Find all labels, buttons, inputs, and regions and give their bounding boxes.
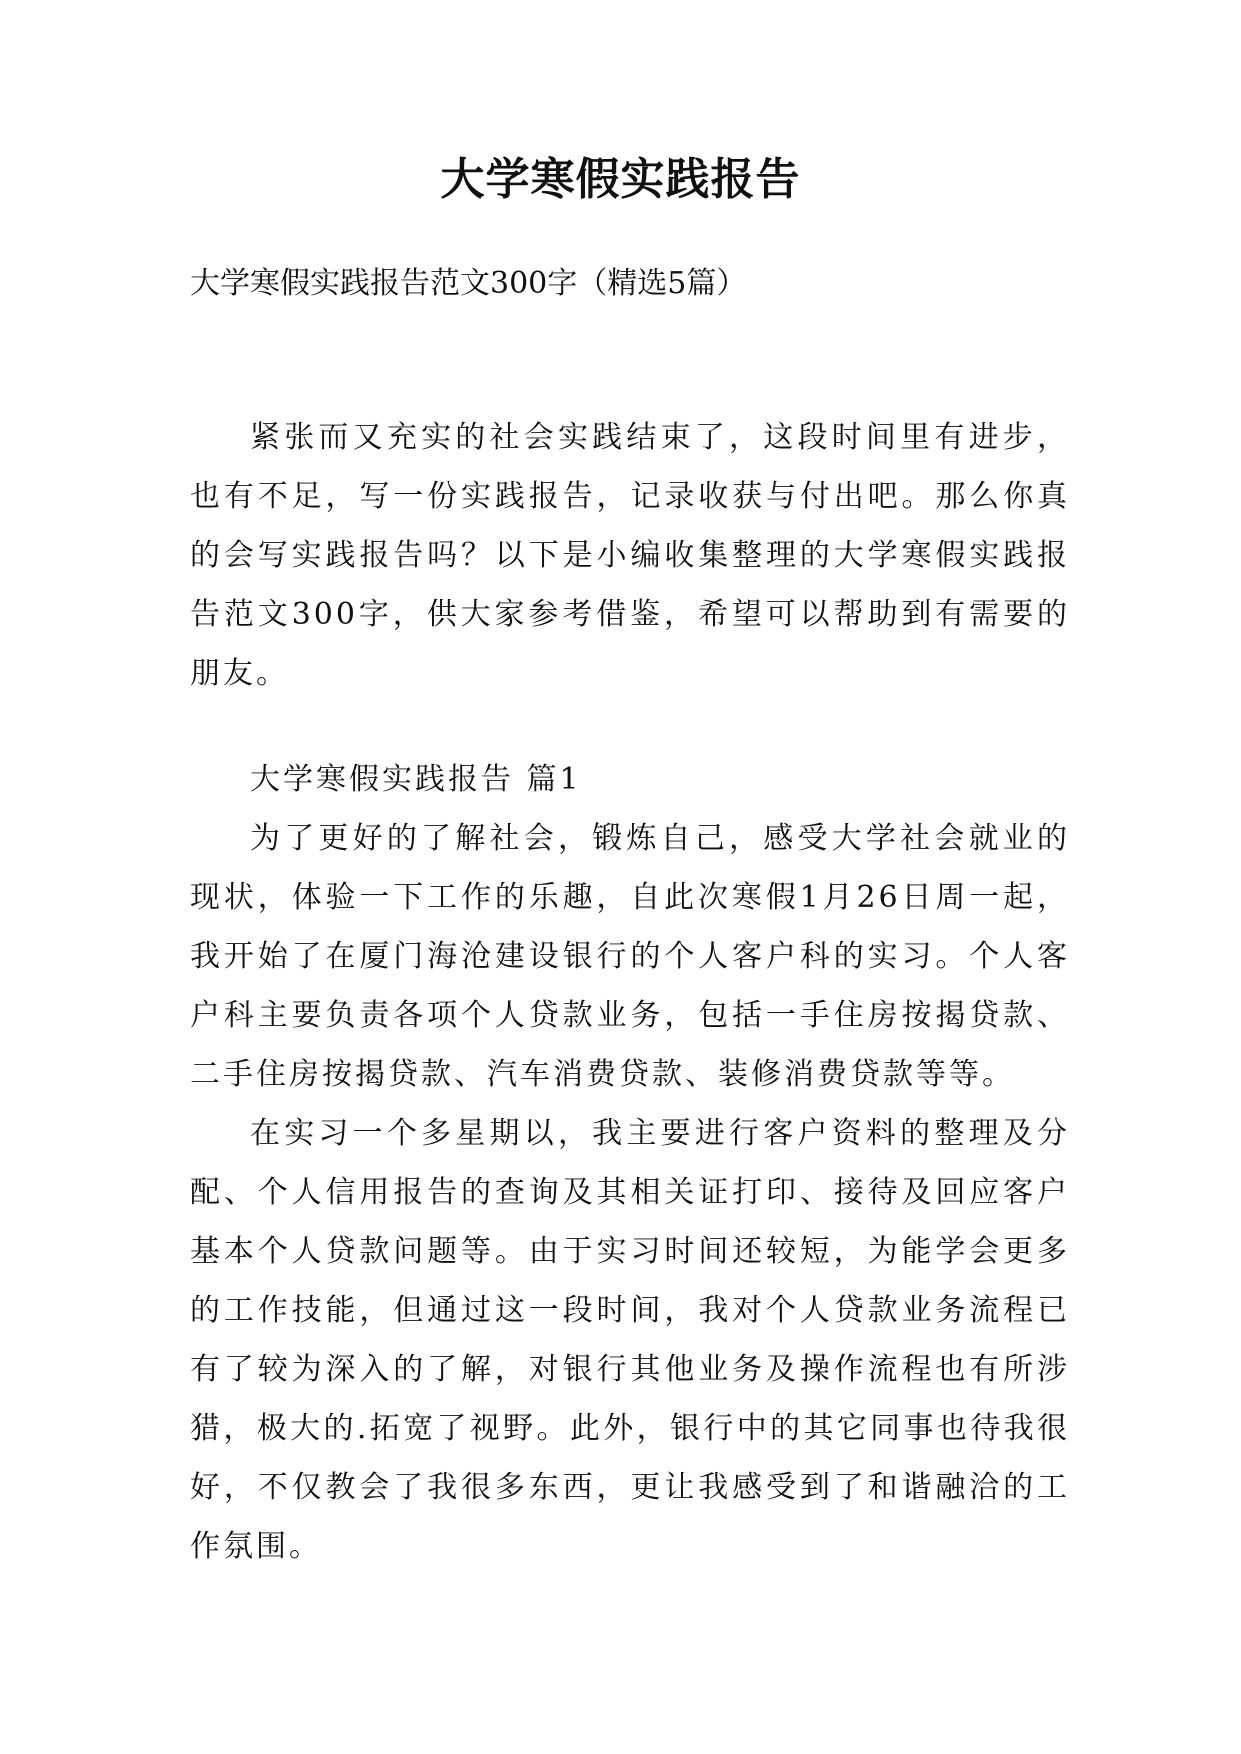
intro-section: [190, 408, 1070, 703]
body-paragraph: 为了更好的了解社会，锻炼自己，感受大学社会就业的现状，体验一下工作的乐趣，自此次寒假1月26日周一起，我开始了在厦门海沧建设银行的个人客户科的实习。个人客户科主要负责各项个人贷款业务，包括一手住房按揭贷款、二手住房按揭贷款、汽车消费贷款、装修消费贷款等等。: [190, 821, 1070, 1092]
document-subtitle: 大学寒假实践报告范文300字（精选5篇）: [190, 266, 747, 301]
section-heading: 大学寒假实践报告 篇1: [250, 762, 582, 797]
intro-paragraph: 紧张而又充实的社会实践结束了，这段时间里有进步，也有不足，写一份实践报告，记录收获与付出吧。那么你真的会写实践报告吗？以下是小编收集整理的大学寒假实践报告范文300字，供大家参考借鉴，希望可以帮助到有需要的朋友。: [190, 420, 1070, 691]
document-title: 大学寒假实践报告: [440, 154, 801, 205]
article-section-1: [190, 750, 1070, 1576]
body-paragraph: 在实习一个多星期以，我主要进行客户资料的整理及分配、个人信用报告的查询及其相关证打印、接待及回应客户基本个人贷款问题等。由于实习时间还较短，为能学会更多的工作技能，但通过这一段时间，我对个人贷款业务流程已有了较为深入的了解，对银行其他业务及操作流程也有所涉猎，极大的.拓宽了视野。此外，银行中的其它同事也待我很好，不仅教会了我很多东西，更让我感受到了和谐融洽的工作氛围。: [190, 1116, 1070, 1564]
